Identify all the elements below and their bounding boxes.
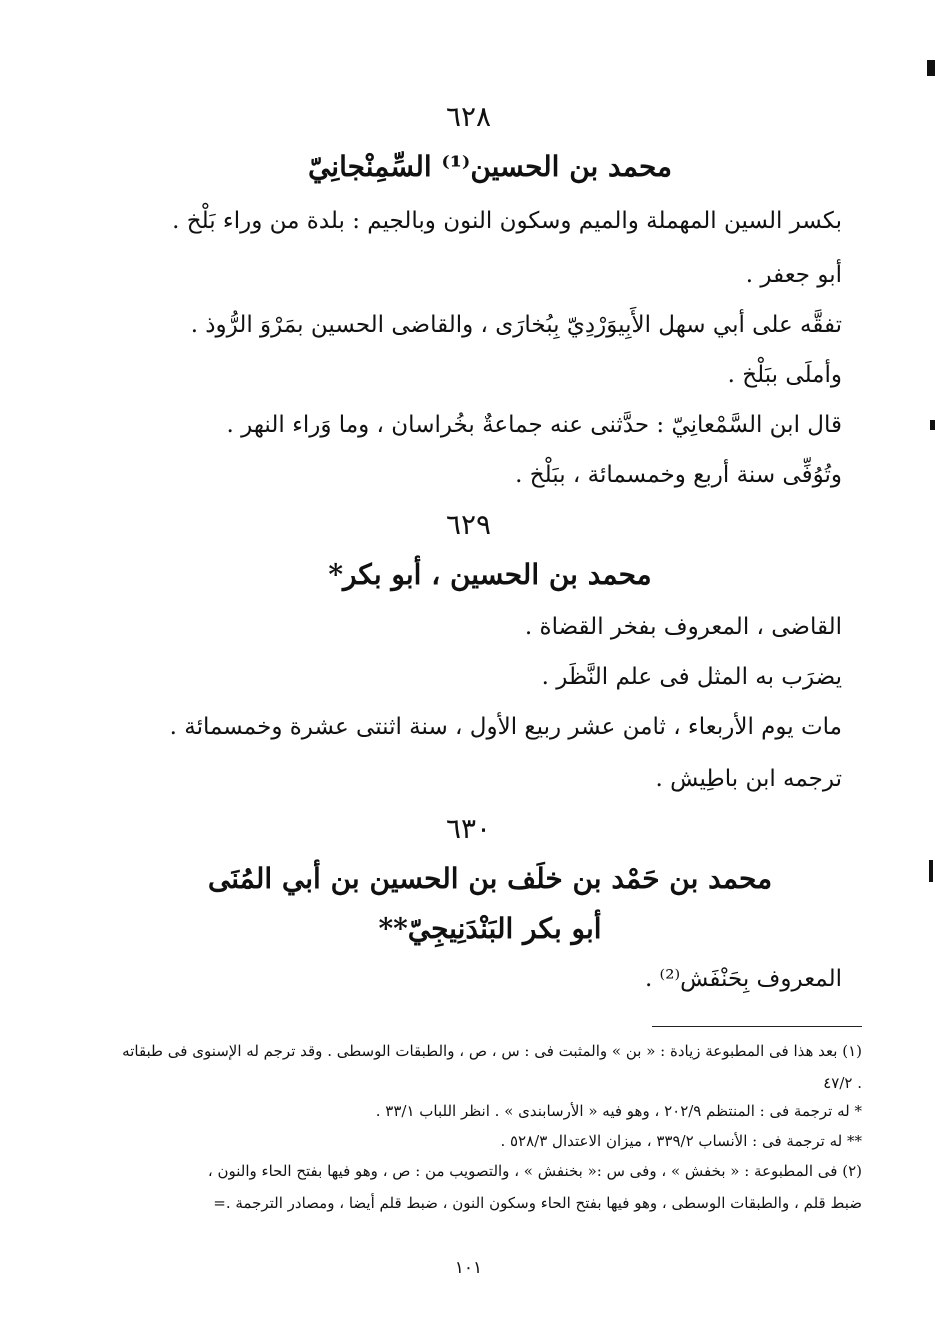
footnote-2-line-2: ضبط قلم ، والطبقات الوسطى ، وهو فيها بفتح الحاء وسكون النون ، ضبط قلم أيضا ، ومصادر الترجمة .= — [213, 1194, 862, 1212]
footnote-star-1: * له ترجمة فى : المنتظم ٢٠٢/٩ ، وهو فيه « الأرسابندى » . انظر اللباب ٣٣/١ . — [375, 1102, 862, 1120]
entry-628-line-2: أبو جعفر . — [745, 262, 842, 288]
entry-heading-629: محمد بن الحسين ، أبو بكر* — [328, 558, 652, 591]
entry-628-line-3: تفقَّه على أبي سهل الأَبِيوَرْدِيّ بِبُخارَى ، والقاضى الحسين بمَرْوَ الرُّوذ . — [190, 312, 842, 338]
entry-629-line-4: ترجمه ابن باطِيش . — [655, 766, 842, 792]
entry-number-628: ٦٢٨ — [445, 100, 492, 133]
entry-630-line-1: المعروف بِحَنْفَش⁽²⁾ . — [644, 966, 842, 992]
entry-629-line-1: القاضى ، المعروف بفخر القضاة . — [524, 614, 842, 640]
entry-629-line-3: مات يوم الأربعاء ، ثامن عشر ربيع الأول ، سنة اثنتى عشرة وخمسمائة . — [169, 714, 842, 740]
footnote-star-2: ** له ترجمة فى : الأنساب ٣٣٩/٢ ، ميزان الاعتدال ٥٢٨/٣ . — [500, 1132, 862, 1150]
entry-heading-630-kunya: أبو بكر البَنْدَنِيجِيّ** — [378, 912, 602, 945]
entry-629-line-2: يضرَب به المثل فى علم النَّظَر . — [541, 664, 842, 690]
entry-number-629: ٦٢٩ — [445, 508, 492, 541]
entry-628-line-5: قال ابن السَّمْعانِيّ : حدَّثنى عنه جماعةٌ بخُراسان ، وما وَراء النهر . — [226, 412, 842, 438]
footnote-separator — [652, 1026, 862, 1027]
entry-heading-628: محمد بن الحسين⁽¹⁾ السِّمِنْجانِيّ — [307, 150, 673, 183]
page-number: ١٠١ — [454, 1258, 483, 1278]
entry-number-630: ٦٣٠ — [445, 812, 492, 845]
footnote-1-line-2: ٤٧/٢ . — [823, 1074, 862, 1092]
entry-628-line-6: وتُوُفِّى سنة أربع وخمسمائة ، ببَلْخ . — [515, 462, 842, 488]
footnote-2-line-1: (٢) فى المطبوعة : « بخفش » ، وفى س :« بخنفش » ، والتصويب من : ص ، وهو فيها بفتح الحاء والنون ، — [207, 1162, 862, 1180]
entry-628-line-1: بكسر السين المهملة والميم وسكون النون وبالجيم : بلدة من وراء بَلْخ . — [172, 208, 842, 234]
entry-628-line-4: وأملَى ببَلْخ . — [727, 362, 842, 388]
footnote-1-line-1: (١) بعد هذا فى المطبوعة زيادة : « بن » والمثبت فى : س ، ص ، والطبقات الوسطى . وقد ترجم له الإسنوى فى طبقاته — [122, 1042, 862, 1060]
scan-edge-mark — [930, 420, 935, 430]
scan-edge-mark — [927, 60, 935, 76]
scan-edge-mark — [929, 860, 933, 882]
entry-heading-630: محمد بن حَمْد بن خلَف بن الحسين بن أبي المُنَى — [207, 862, 773, 895]
